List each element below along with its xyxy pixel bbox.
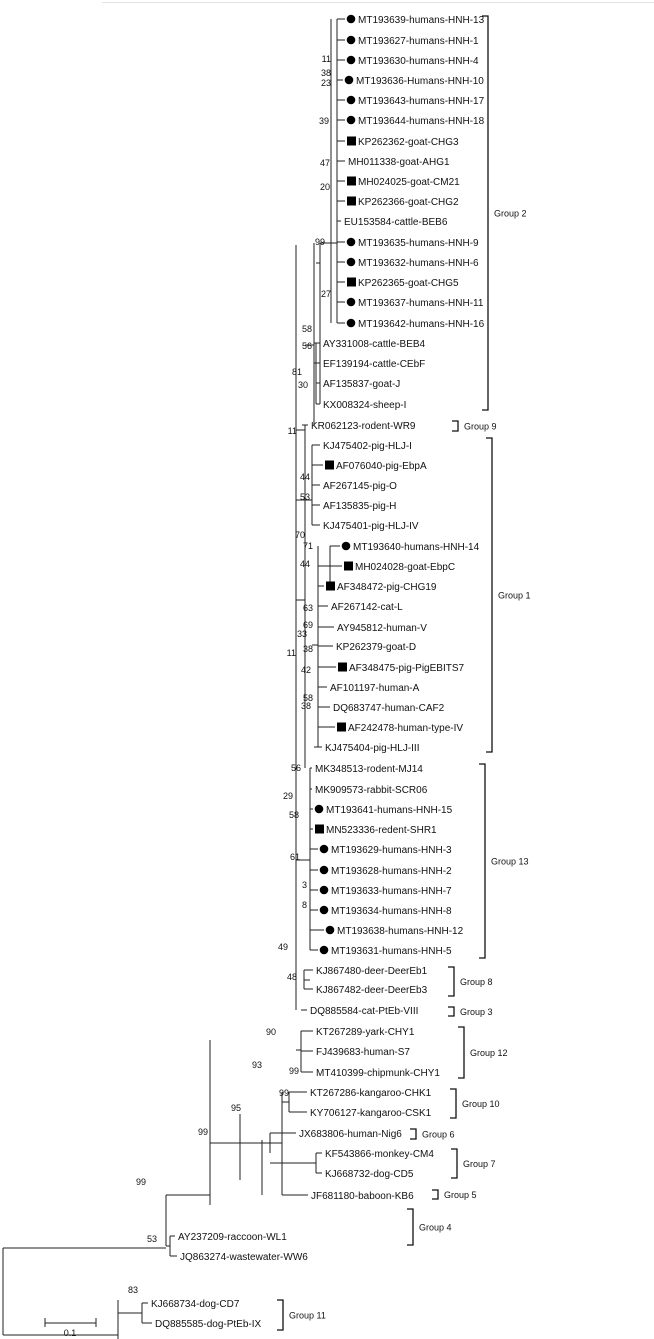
circle-marker (347, 36, 356, 45)
bootstrap-value: 56 (301, 341, 312, 351)
leaf-label: KF543866-monkey-CM4 (325, 1148, 434, 1160)
square-marker (347, 177, 356, 186)
leaf-label: AF135837-goat-J (323, 378, 401, 390)
bootstrap-value: 53 (299, 492, 310, 502)
leaf-label: MT193635-humans-HNH-9 (358, 237, 479, 249)
group-label: Group 9 (464, 421, 497, 432)
bootstrap-value: 99 (288, 1066, 299, 1076)
leaf-label: JQ863274-wastewater-WW6 (180, 1251, 308, 1263)
circle-marker (345, 76, 354, 85)
bootstrap-value: 38 (320, 68, 331, 78)
bootstrap-value: 95 (230, 1103, 241, 1113)
leaf-label: AY237209-raccoon-WL1 (178, 1231, 287, 1243)
bootstrap-value: 11 (321, 54, 331, 64)
leaf-label: EF139194-cattle-CEbF (323, 358, 426, 370)
bootstrap-value: 48 (286, 972, 297, 982)
leaf-label: KP262362-goat-CHG3 (358, 136, 459, 148)
leaf-label: MT193628-humans-HNH-2 (331, 865, 452, 877)
leaf-label: MT193632-humans-HNH-6 (358, 257, 479, 269)
group-label: Group 1 (498, 590, 531, 601)
group-label: Group 12 (470, 1048, 508, 1058)
group-label: Group 8 (460, 977, 493, 987)
leaf-label: DQ683747-human-CAF2 (333, 702, 445, 714)
leaf-label: MK909573-rabbit-SCR06 (315, 784, 428, 796)
leaf-label: MK348513-rodent-MJ14 (315, 763, 423, 775)
group-label: Group 11 (289, 1310, 326, 1321)
leaf-label: AF267142-cat-L (331, 601, 403, 613)
square-marker (338, 663, 347, 672)
leaf-label: AF242478-human-type-IV (348, 722, 464, 734)
group-bracket (277, 1300, 283, 1330)
leaf-label: JX683806-human-Nig6 (299, 1128, 402, 1140)
leaf-label: MT410399-chipmunk-CHY1 (316, 1067, 440, 1079)
leaf-label: MT193630-humans-HNH-4 (358, 55, 479, 67)
leaf-label: AF348475-pig-PigEBITS7 (349, 662, 465, 674)
circle-marker (347, 56, 356, 65)
leaf-label: KJ867482-deer-DeerEb3 (316, 984, 428, 996)
square-marker (337, 723, 346, 732)
square-marker (347, 137, 356, 146)
group-bracket (451, 1149, 457, 1178)
leaf-label: AF076040-pig-EbpA (336, 460, 427, 472)
bootstrap-value: 58 (288, 810, 299, 820)
circle-marker (347, 15, 356, 24)
bootstrap-value: 69 (302, 620, 313, 630)
leaf-label: MH011338-goat-AHG1 (348, 156, 450, 168)
circle-marker (347, 258, 356, 267)
leaf-label: MH024028-goat-EbpC (355, 561, 456, 573)
square-marker (326, 582, 335, 591)
leaf-label: MT193642-humans-HNH-16 (358, 318, 485, 330)
leaf-label: KP262366-goat-CHG2 (358, 196, 459, 208)
leaf-label: KP262365-goat-CHG5 (358, 277, 459, 289)
bootstrap-value: 3 (301, 880, 307, 890)
bootstrap-value: 58 (301, 324, 312, 334)
circle-marker (320, 866, 329, 875)
circle-marker (347, 319, 356, 328)
group-label: Group 5 (444, 1190, 477, 1200)
bootstrap-value: 71 (302, 541, 313, 551)
scale-bar-label: 0.1 (63, 1328, 77, 1338)
leaf-label: MT193638-humans-HNH-12 (337, 925, 464, 937)
group-bracket (407, 1209, 413, 1245)
bootstrap-value: 38 (300, 701, 311, 711)
bootstrap-value: 99 (135, 1177, 146, 1187)
bootstrap-value: 44 (299, 559, 310, 569)
leaf-label: AY331008-cattle-BEB4 (323, 338, 426, 350)
group-label: Group 6 (422, 1129, 455, 1140)
leaf-label: KP262379-goat-D (336, 641, 417, 653)
circle-marker (347, 238, 356, 247)
leaf-label: FJ439683-human-S7 (316, 1046, 410, 1058)
leaf-label: KX008324-sheep-I (323, 399, 407, 411)
leaf-label: EU153584-cattle-BEB6 (344, 216, 448, 228)
circle-marker (347, 298, 356, 307)
leaf-label: DQ885584-cat-PtEb-VIII (310, 1005, 419, 1017)
circle-marker (326, 926, 335, 935)
leaf-label: KJ475404-pig-HLJ-III (325, 742, 420, 754)
bootstrap-value: 39 (318, 116, 329, 126)
circle-marker (320, 946, 329, 955)
leaf-label: MT193640-humans-HNH-14 (353, 541, 480, 553)
leaf-label: KT267286-kangaroo-CHK1 (310, 1087, 432, 1099)
leaf-label: MT193641-humans-HNH-15 (326, 804, 453, 816)
bootstrap-value: 83 (127, 1285, 138, 1295)
leaf-label: AF267145-pig-O (323, 480, 397, 492)
bootstrap-value: 20 (319, 182, 330, 192)
leaf-label: MT193639-humans-HNH-13 (358, 14, 485, 26)
bootstrap-value: 90 (265, 1027, 276, 1037)
bootstrap-value: 29 (282, 791, 293, 801)
bootstrap-value: 99 (278, 1088, 289, 1098)
leaf-label: MT193634-humans-HNH-8 (331, 905, 452, 917)
bootstrap-value: 81 (291, 367, 302, 377)
group-bracket (450, 1089, 456, 1118)
leaf-label: KJ475401-pig-HLJ-IV (323, 520, 419, 532)
group-bracket (432, 1190, 438, 1199)
leaf-label: KT267289-yark-CHY1 (316, 1026, 415, 1038)
group-label: Group 2 (494, 208, 527, 219)
group-label: Group 13 (491, 856, 529, 867)
bootstrap-value: 11 (287, 426, 297, 436)
leaf-label: MT193637-humans-HNH-11 (358, 297, 484, 309)
group-bracket (479, 764, 485, 958)
leaf-label: KJ867480-deer-DeerEb1 (316, 965, 428, 977)
circle-marker (347, 116, 356, 125)
bootstrap-value: 30 (297, 380, 308, 390)
bootstrap-value: 99 (314, 237, 325, 247)
square-marker (325, 461, 334, 470)
leaf-label: KJ668734-dog-CD7 (151, 1298, 240, 1310)
group-label: Group 3 (460, 1007, 493, 1017)
bootstrap-value: 44 (299, 472, 310, 482)
leaf-label: MT193631-humans-HNH-5 (331, 945, 452, 957)
square-marker (347, 197, 356, 206)
bootstrap-value: 93 (251, 1060, 262, 1070)
bootstrap-value: 63 (302, 603, 313, 613)
bootstrap-value: 23 (320, 78, 331, 88)
leaf-label: AF101197-human-A (330, 682, 420, 694)
group-bracket (448, 967, 454, 996)
bootstrap-value: 8 (301, 900, 307, 910)
leaf-label: AF348472-pig-CHG19 (337, 581, 437, 593)
leaf-label: KY706127-kangaroo-CSK1 (310, 1107, 432, 1119)
group-bracket (448, 1007, 454, 1016)
circle-marker (320, 886, 329, 895)
leaf-label: AY945812-human-V (337, 622, 427, 634)
group-label: Group 7 (463, 1159, 496, 1169)
square-marker (315, 825, 324, 834)
leaf-label: DQ885585-dog-PtEb-IX (155, 1318, 262, 1330)
circle-marker (320, 845, 329, 854)
square-marker (344, 562, 353, 571)
group-bracket (486, 438, 492, 752)
group-bracket (410, 1129, 416, 1139)
bootstrap-value: 47 (319, 158, 330, 168)
bootstrap-value: 70 (294, 530, 305, 540)
circle-marker (320, 906, 329, 915)
leaf-label: MN523336-redent-SHR1 (326, 824, 437, 836)
bootstrap-value: 53 (146, 1234, 157, 1244)
leaf-label: KJ475402-pig-HLJ-I (323, 440, 412, 452)
bootstrap-value: 33 (296, 629, 307, 639)
leaf-label: AF135835-pig-H (323, 500, 397, 512)
group-bracket (452, 421, 458, 431)
leaf-label: KJ668732-dog-CD5 (325, 1168, 414, 1180)
group-label: Group 10 (462, 1099, 500, 1109)
circle-marker (342, 542, 351, 551)
leaf-label: MT193644-humans-HNH-18 (358, 115, 485, 127)
leaf-label: MT193627-humans-HNH-1 (358, 35, 479, 47)
square-marker (347, 278, 356, 287)
bootstrap-value: 49 (277, 942, 288, 952)
circle-marker (347, 96, 356, 105)
group-bracket (458, 1027, 464, 1078)
bootstrap-value: 27 (320, 289, 331, 299)
bootstrap-value: 11 (286, 648, 296, 658)
bootstrap-value: 56 (290, 763, 301, 773)
leaf-label: JF681180-baboon-KB6 (311, 1190, 414, 1202)
leaf-label: MT193636-Humans-HNH-10 (356, 75, 484, 87)
bootstrap-value: 38 (302, 644, 313, 654)
leaf-label: MT193633-humans-HNH-7 (331, 885, 452, 897)
bootstrap-value: 58 (302, 693, 313, 703)
bootstrap-value: 61 (289, 852, 300, 862)
leaf-label: MT193629-humans-HNH-3 (331, 844, 452, 856)
circle-marker (315, 805, 324, 814)
bootstrap-value: 42 (300, 665, 311, 675)
leaf-label: MT193643-humans-HNH-17 (358, 95, 485, 107)
leaf-label: KR062123-rodent-WR9 (311, 420, 416, 432)
group-label: Group 4 (419, 1222, 452, 1233)
leaf-label: MH024025-goat-CM21 (358, 176, 460, 188)
bootstrap-value: 99 (197, 1127, 208, 1137)
